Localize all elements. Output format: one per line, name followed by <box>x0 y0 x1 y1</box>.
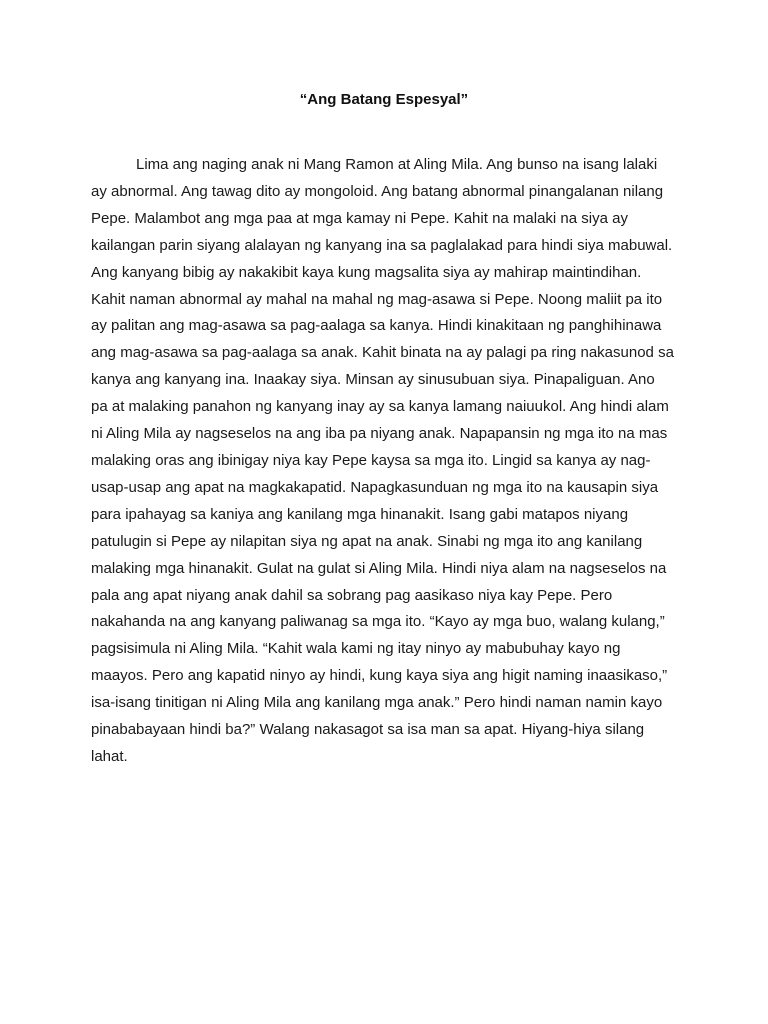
text-line: pala ang apat niyang anak dahil sa sobrang pag aasikaso niya kay Pepe. Pero <box>91 586 613 604</box>
text-line: isa-isang tinitigan ni Aling Mila ang kanilang mga anak.” Pero hindi naman namin kayo <box>91 694 663 712</box>
text-line: para ipahayag sa kaniya ang kanilang mga hinanakit. Isang gabi matapos niyang <box>91 505 629 523</box>
text-line: Ang kanyang bibig ay nakakibit kaya kung magsalita siya ay mahirap maintindihan. <box>91 263 642 281</box>
text-line: kanya ang kanyang ina. Inaakay siya. Minsan ay sinusubuan siya. Pinapaliguan. Ano <box>91 371 655 389</box>
story-paragraph <box>91 152 691 771</box>
text-line: Kahit naman abnormal ay mahal na mahal ng mag-asawa si Pepe. Noong maliit pa ito <box>91 290 663 308</box>
text-line: ay abnormal. Ang tawag dito ay mongoloid. Ang batang abnormal pinangalanan nilang <box>91 182 664 200</box>
text-line: ni Aling Mila ay nagseselos na ang iba pa niyang anak. Napapansin ng mga ito na mas <box>91 425 668 443</box>
text-line: patulugin si Pepe ay nilapitan siya ng apat na anak. Sinabi ng mga ito ang kanilang <box>91 532 643 550</box>
text-line: maayos. Pero ang kapatid ninyo ay hindi, kung kaya siya ang higit naming inaasikaso,” <box>91 667 668 685</box>
text-line: nakahanda na ang kanyang paliwanag sa mga ito. “Kayo ay mga buo, walang kulang,” <box>91 613 665 631</box>
text-line: lahat. <box>91 747 128 765</box>
text-line: Lima ang naging anak ni Mang Ramon at Aling Mila. Ang bunso na isang lalaki <box>136 156 658 173</box>
document-title: “Ang Batang Espesyal” <box>299 91 469 108</box>
text-line: pa at malaking panahon ng kanyang inay ay sa kanya lamang naiuukol. Ang hindi alam <box>91 398 669 416</box>
text-line: ay palitan ang mag-asawa sa pag-aalaga sa kanya. Hindi kinakitaan ng panghihinawa <box>91 317 662 335</box>
text-line: Pepe. Malambot ang mga paa at mga kamay ni Pepe. Kahit na malaki na siya ay <box>91 209 628 227</box>
text-line: usap-usap ang apat na magkakapatid. Napagkasunduan ng mga ito na kausapin siya <box>91 478 659 496</box>
text-line: pagsisimula ni Aling Mila. “Kahit wala kami ng itay ninyo ay mabubuhay kayo ng <box>91 640 621 658</box>
text-line: malaking mga hinanakit. Gulat na gulat si Aling Mila. Hindi niya alam na nagseselos na <box>91 559 667 577</box>
text-line: ang mag-asawa sa pag-aalaga sa anak. Kahit binata na ay palagi pa ring nakasunod sa <box>91 344 674 362</box>
text-line: malaking oras ang ibinigay niya kay Pepe kaysa sa mga ito. Lingid sa kanya ay nag- <box>91 451 651 469</box>
text-line: kailangan parin siyang alalayan ng kanyang ina sa paglalakad para hindi siya mabuwal. <box>91 236 673 254</box>
text-line: pinababayaan hindi ba?” Walang nakasagot sa isa man sa apat. Hiyang-hiya silang <box>91 721 645 739</box>
